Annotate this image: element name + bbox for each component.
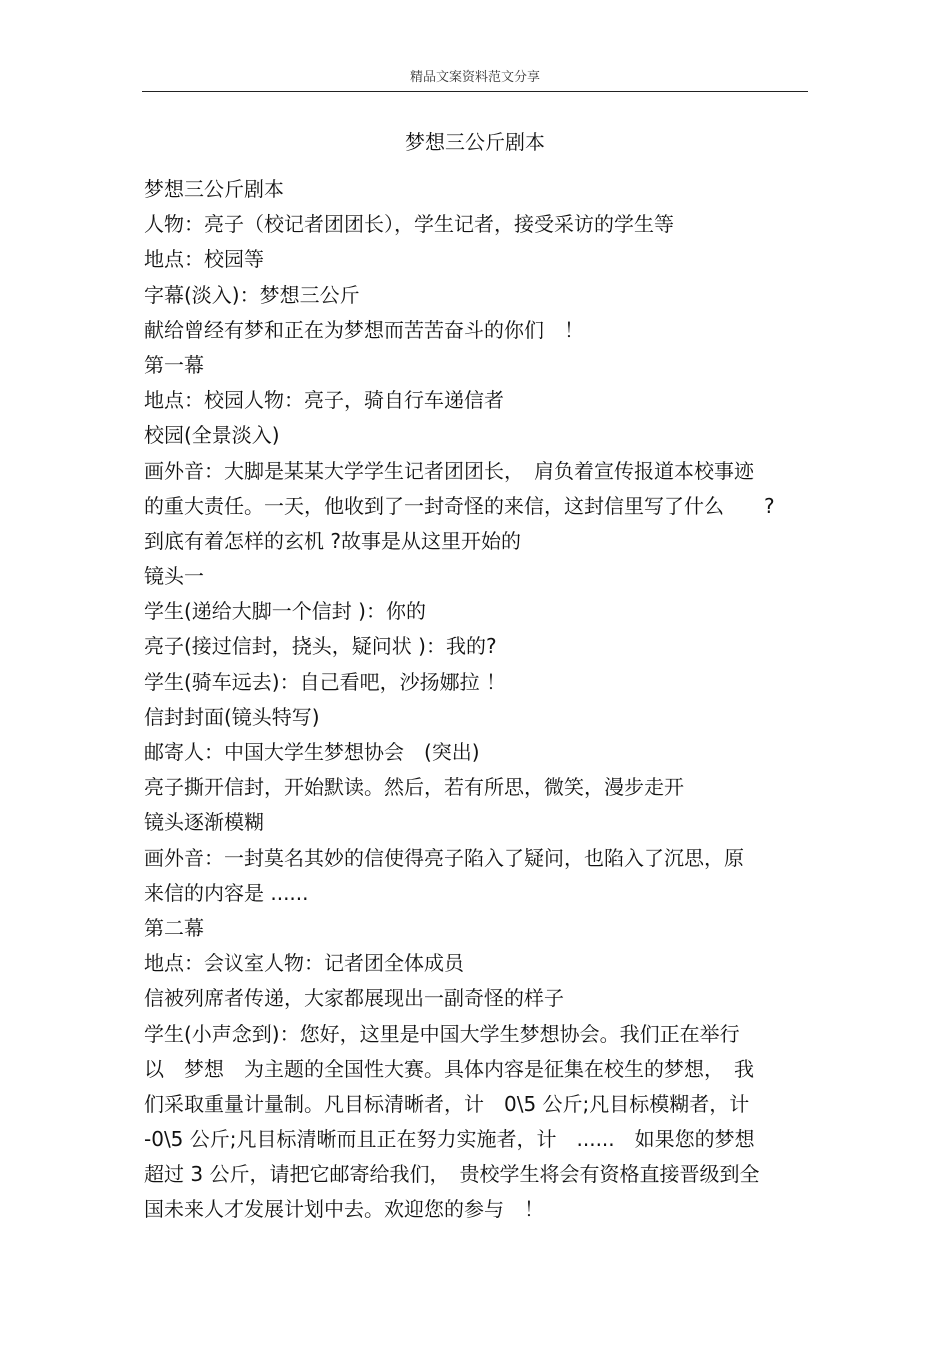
body-line: 镜头逐渐模糊: [144, 810, 264, 835]
body-line: 超过 3 公斤，请把它邮寄给我们， 贵校学生将会有资格直接晋级到全: [144, 1162, 760, 1187]
body-line: 亮子(接过信封，挠头，疑问状 )：我的?: [144, 634, 497, 659]
body-line: 学生(递给大脚一个信封 )：你的: [144, 599, 426, 624]
body-line: 国未来人才发展计划中去。欢迎您的参与 ！: [144, 1197, 544, 1222]
body-line: 梦想三公斤剧本: [144, 177, 284, 201]
document-title: 梦想三公斤剧本: [405, 130, 545, 154]
header-text: 精品文案资料范文分享: [409, 70, 540, 85]
body-line: 们采取重量计量制。凡目标清晰者，计 0\5 公斤;凡目标模糊者，计: [144, 1091, 750, 1116]
body-line: 到底有着怎样的玄机 ?故事是从这里开始的: [144, 528, 521, 553]
body-line: 地点：会议室人物：记者团全体成员: [144, 951, 464, 976]
body-line: 信被列席者传递，大家都展现出一副奇怪的样子: [144, 986, 564, 1011]
body-line: 第二幕: [144, 915, 204, 940]
body-line: 第一幕: [144, 352, 204, 377]
document-body: [144, 172, 808, 1228]
body-line: 来信的内容是 ......: [144, 880, 309, 905]
header-divider: [142, 91, 808, 92]
body-line: 画外音：大脚是某某大学学生记者团团长， 肩负着宣传报道本校事迹: [144, 458, 754, 483]
body-line: 以 梦想 为主题的全国性大赛。具体内容是征集在校生的梦想， 我: [144, 1056, 754, 1081]
body-line: 的重大责任。一天，他收到了一封奇怪的来信，这封信里写了什么 ?: [144, 493, 775, 518]
body-line: 地点：校园等: [144, 247, 264, 272]
body-line: -0\5 公斤;凡目标清晰而且正在努力实施者，计 ...... 如果您的梦想: [144, 1127, 755, 1152]
body-line: 献给曾经有梦和正在为梦想而苦苦奋斗的你们 ！: [144, 317, 584, 342]
body-line: 信封封面(镜头特写): [144, 704, 320, 729]
body-line: 邮寄人：中国大学生梦想协会 (突出): [144, 740, 480, 764]
body-line: 亮子撕开信封，开始默读。然后，若有所思，微笑，漫步走开: [144, 775, 684, 800]
body-line: 字幕(淡入)：梦想三公斤: [144, 282, 360, 307]
body-line: 人物：亮子（校记者团团长），学生记者，接受采访的学生等: [144, 212, 674, 237]
body-line: 学生(骑车远去)：自己看吧，沙扬娜拉 ！: [144, 669, 506, 694]
body-line: 画外音：一封莫名其妙的信使得亮子陷入了疑问，也陷入了沉思，原: [144, 845, 744, 870]
body-line: 校园(全景淡入): [144, 423, 280, 448]
body-line: 镜头一: [144, 564, 204, 589]
body-line: 学生(小声念到)：您好，这里是中国大学生梦想协会。我们正在举行: [144, 1021, 740, 1046]
body-line: 地点：校园人物：亮子，骑自行车递信者: [144, 388, 504, 413]
